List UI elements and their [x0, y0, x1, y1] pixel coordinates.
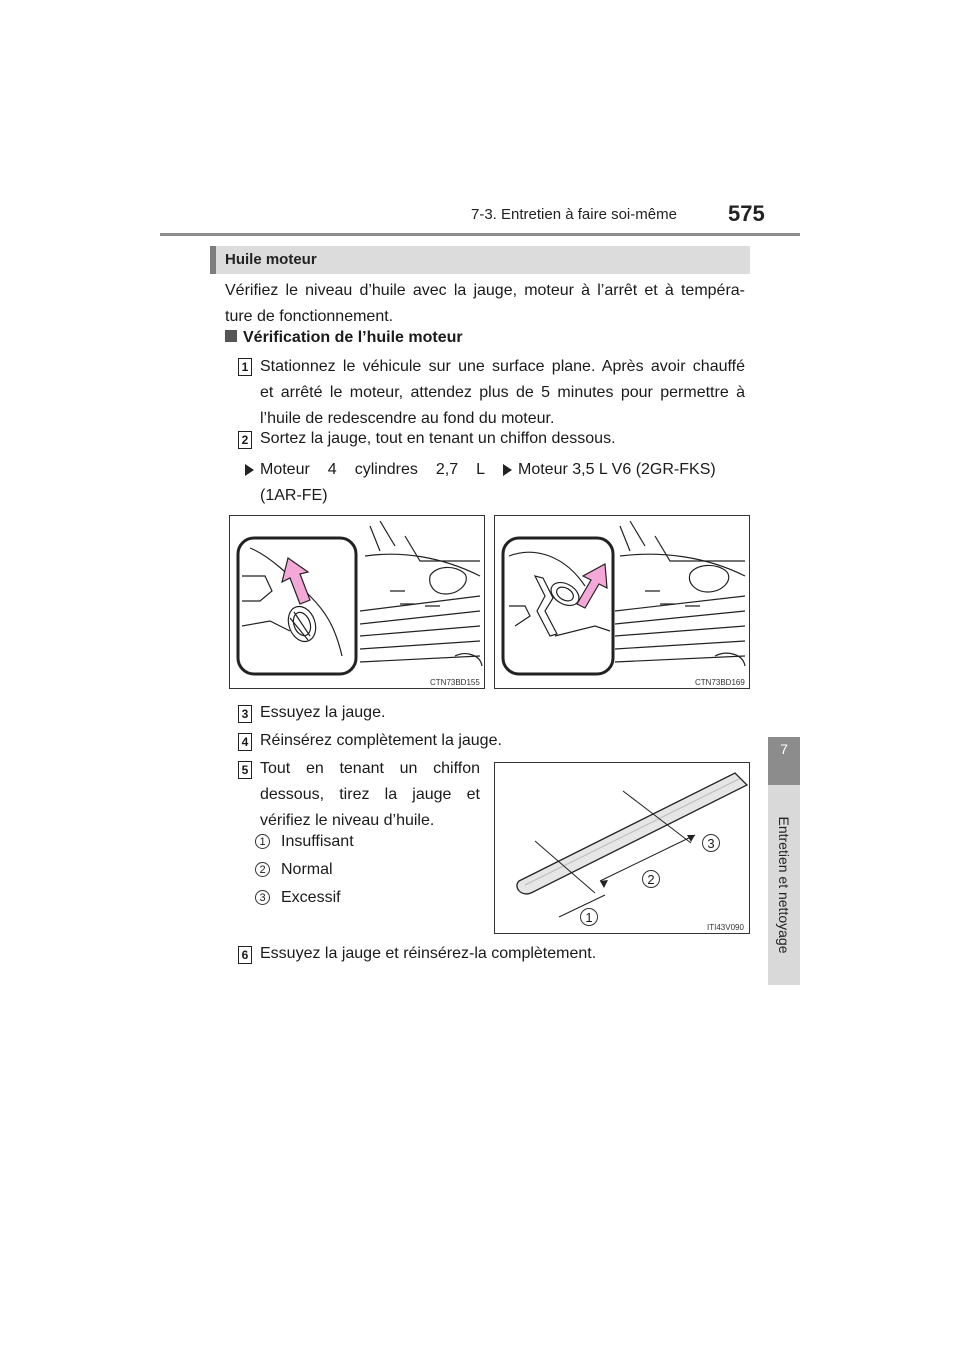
dipstick-callout-1: 1: [580, 908, 598, 926]
engine-2-label: Moteur 3,5 L V6 (2GR-FKS): [518, 461, 716, 478]
engine-1-figure: [229, 515, 485, 689]
step-5-line-1: Tout en tenant un chiffon: [260, 760, 480, 777]
step-number-2: 2: [238, 431, 252, 449]
square-bullet-icon: [225, 330, 237, 342]
dipstick-callout-3: 3: [702, 834, 720, 852]
step-5-line-2: dessous, tirez la jauge et: [260, 786, 480, 803]
step-2-line-1: Sortez la jauge, tout en tenant un chiffon dessous.: [260, 430, 616, 447]
level-2-number: 2: [255, 862, 270, 877]
step-number-6: 6: [238, 946, 252, 964]
chapter-number: 7: [780, 741, 788, 757]
page-number: 575: [728, 201, 765, 226]
chapter-tab: [768, 737, 800, 785]
step-number-4: 4: [238, 733, 252, 751]
engine-1-figure-code: CTN73BD155: [430, 678, 480, 687]
intro-line-1: Vérifiez le niveau d’huile avec la jauge, moteur à l’arrêt et à tempéra-: [225, 282, 745, 299]
step-number-1: 1: [238, 358, 252, 376]
section-heading-marker: [210, 246, 216, 274]
step-number-3: 3: [238, 705, 252, 723]
step-1-line-3: l’huile de redescendre au fond du moteur.: [260, 410, 555, 427]
triangle-bullet-icon: [245, 464, 254, 476]
engine-1-label-line-2: (1AR-FE): [260, 487, 328, 504]
subheading: [225, 329, 463, 347]
subheading-text: Vérification de l’huile moteur: [243, 329, 463, 346]
triangle-bullet-icon: [503, 464, 512, 476]
level-2-label: Normal: [281, 861, 333, 878]
level-3-number: 3: [255, 890, 270, 905]
dipstick-figure: [494, 762, 750, 934]
intro-line-2: ture de fonctionnement.: [225, 308, 394, 325]
dipstick-figure-code: ITI43V090: [707, 923, 744, 932]
running-header-section: 7-3. Entretien à faire soi-même: [471, 206, 677, 223]
dipstick-callout-2: 2: [642, 870, 660, 888]
step-4-text: Réinsérez complètement la jauge.: [260, 732, 502, 749]
step-3-text: Essuyez la jauge.: [260, 704, 386, 721]
level-3-label: Excessif: [281, 889, 341, 906]
engine-2-figure: [494, 515, 750, 689]
level-1-number: 1: [255, 834, 270, 849]
engine-2-illustration: [495, 516, 749, 688]
level-1-label: Insuffisant: [281, 833, 354, 850]
step-number-5: 5: [238, 761, 252, 779]
section-title: Huile moteur: [225, 251, 317, 268]
engine-1-label-line-1: Moteur 4 cylindres 2,7 L: [260, 461, 485, 478]
step-5-line-3: vérifiez le niveau d’huile.: [260, 812, 435, 829]
step-1-line-2: et arrêté le moteur, attendez plus de 5 minutes pour permettre à: [260, 384, 745, 401]
chapter-title: Entretien et nettoyage: [776, 816, 792, 954]
step-1-line-1: Stationnez le véhicule sur une surface plane. Après avoir chauffé: [260, 358, 745, 375]
step-6-text: Essuyez la jauge et réinsérez-la complètement.: [260, 945, 597, 962]
engine-2-figure-code: CTN73BD169: [695, 678, 745, 687]
header-rule: [160, 233, 800, 236]
engine-1-illustration: [230, 516, 484, 688]
